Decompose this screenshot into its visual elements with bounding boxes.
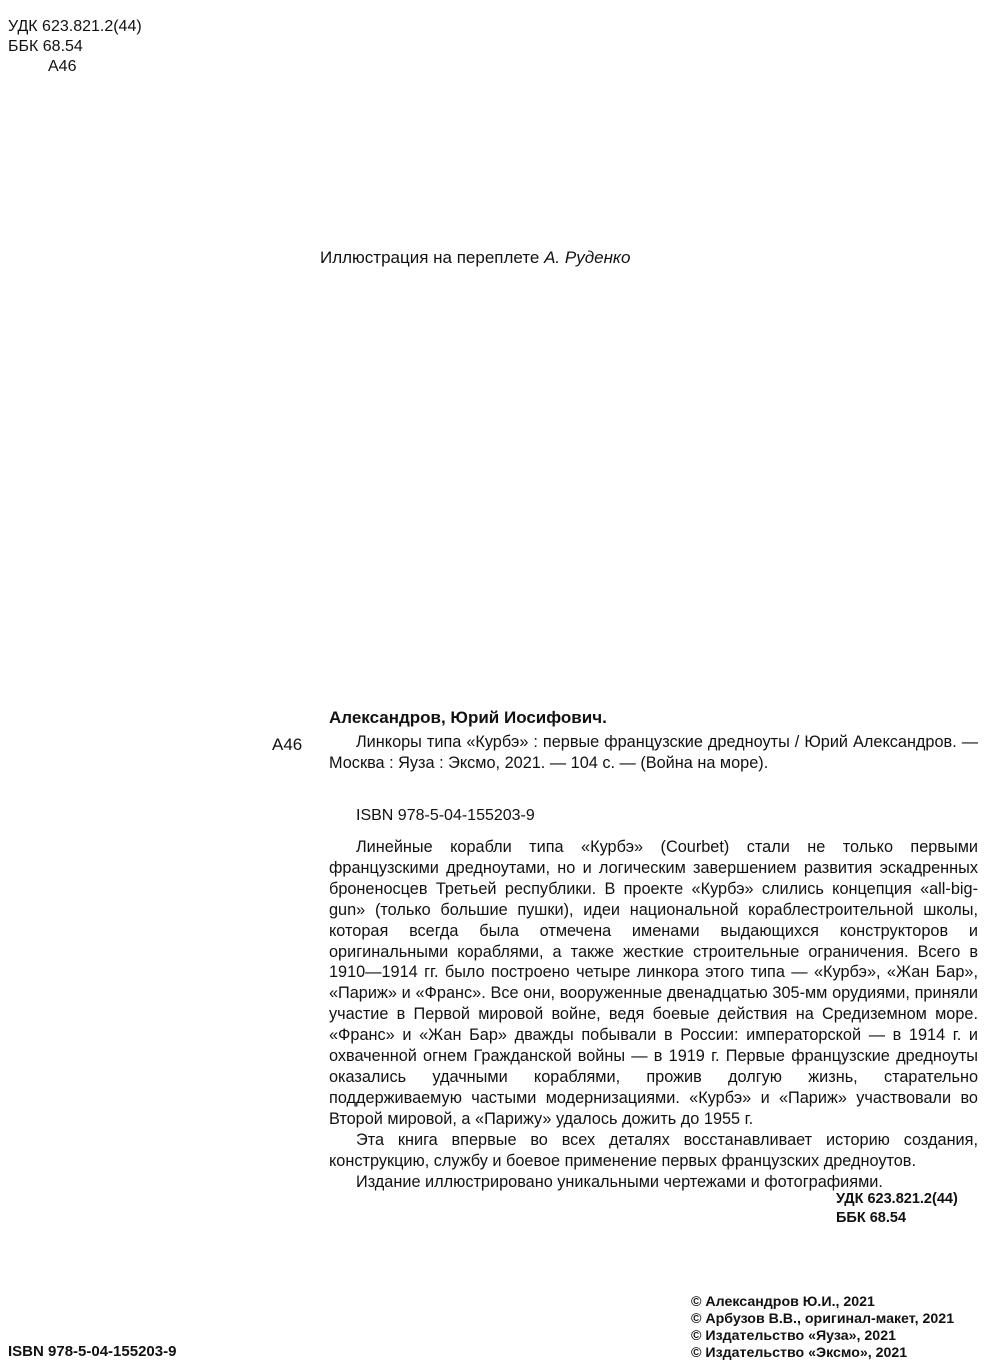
annotation-paragraph: Издание иллюстрировано уникальными чертежами и фотографиями. xyxy=(356,1172,883,1191)
illustration-prefix: Иллюстрация на переплете xyxy=(320,248,545,267)
illustration-artist: А. Руденко xyxy=(544,248,631,267)
copyright-line: © Издательство «Яуза», 2021 xyxy=(691,1328,896,1344)
annotation-paragraph: Эта книга впервые во всех деталях восстанавливает историю создания, конструкцию, службу и боевое применение первых французских дредноутов. xyxy=(329,1130,978,1170)
udk-code-top: УДК 623.821.2(44) xyxy=(8,18,142,35)
bbk-code-top: ББК 68.54 xyxy=(8,38,83,55)
bbk-code-entry: ББК 68.54 xyxy=(836,1210,907,1226)
illustration-credit xyxy=(320,248,630,268)
udk-code-entry: УДК 623.821.2(44) xyxy=(836,1191,958,1207)
bibliographic-text: Линкоры типа «Курбэ» : первые французские дредноуты / Юрий Александров. — Москва : Яуза : Эксмо, 2021. — 104 с. — (Война на море). xyxy=(329,733,978,772)
bibliographic-description xyxy=(329,732,978,774)
entry-author-mark: А46 xyxy=(272,735,303,754)
copyright-line: © Александров Ю.И., 2021 xyxy=(691,1294,875,1310)
isbn-bottom: ISBN 978-5-04-155203-9 xyxy=(8,1343,177,1360)
entry-author: Александров, Юрий Иосифович. xyxy=(329,708,607,727)
author-mark-top: А46 xyxy=(48,58,77,75)
copyright-line: © Арбузов В.В., оригинал-макет, 2021 xyxy=(691,1311,955,1327)
annotation xyxy=(329,837,978,1192)
copyright-line: © Издательство «Эксмо», 2021 xyxy=(691,1345,908,1361)
entry-isbn: ISBN 978-5-04-155203-9 xyxy=(356,807,535,824)
annotation-paragraph: Линейные корабли типа «Курбэ» (Courbet) стали не только первыми французскими дредноутами, но и логическим завершением развития эскадренных броненосцев Третьей республики. В проекте «Курбэ» слились концепция «all-big-gun» (только большие пушки), идеи национальной кораблестроительной школы, которая всегда была отмечена именами выдающихся конструкторов и оригинальными кораблями, а также жесткие строительные ограничения. Всего в 1910—1914 гг. было построено четыре линкора этого типа — «Курбэ», «Жан Бар», «Париж» и «Франс». Все они, вооруженные двенадцатью 305-мм орудиями, приняли участие в Первой мировой войне, ведя боевые действия на Средиземном море. «Франс» и «Жан Бар» дважды побывали в России: императорской — в 1914 г. и охваченной огнем Гражданской войны — в 1919 г. Первые французские дредноуты оказались удачными кораблями, прожив долгую жизнь, старательно поддерживаемую частыми модернизациями. «Курбэ» и «Париж» участвовали во Второй мировой, а «Парижу» удалось дожить до 1955 г. xyxy=(329,838,978,1128)
copyright-block xyxy=(691,1294,954,1362)
